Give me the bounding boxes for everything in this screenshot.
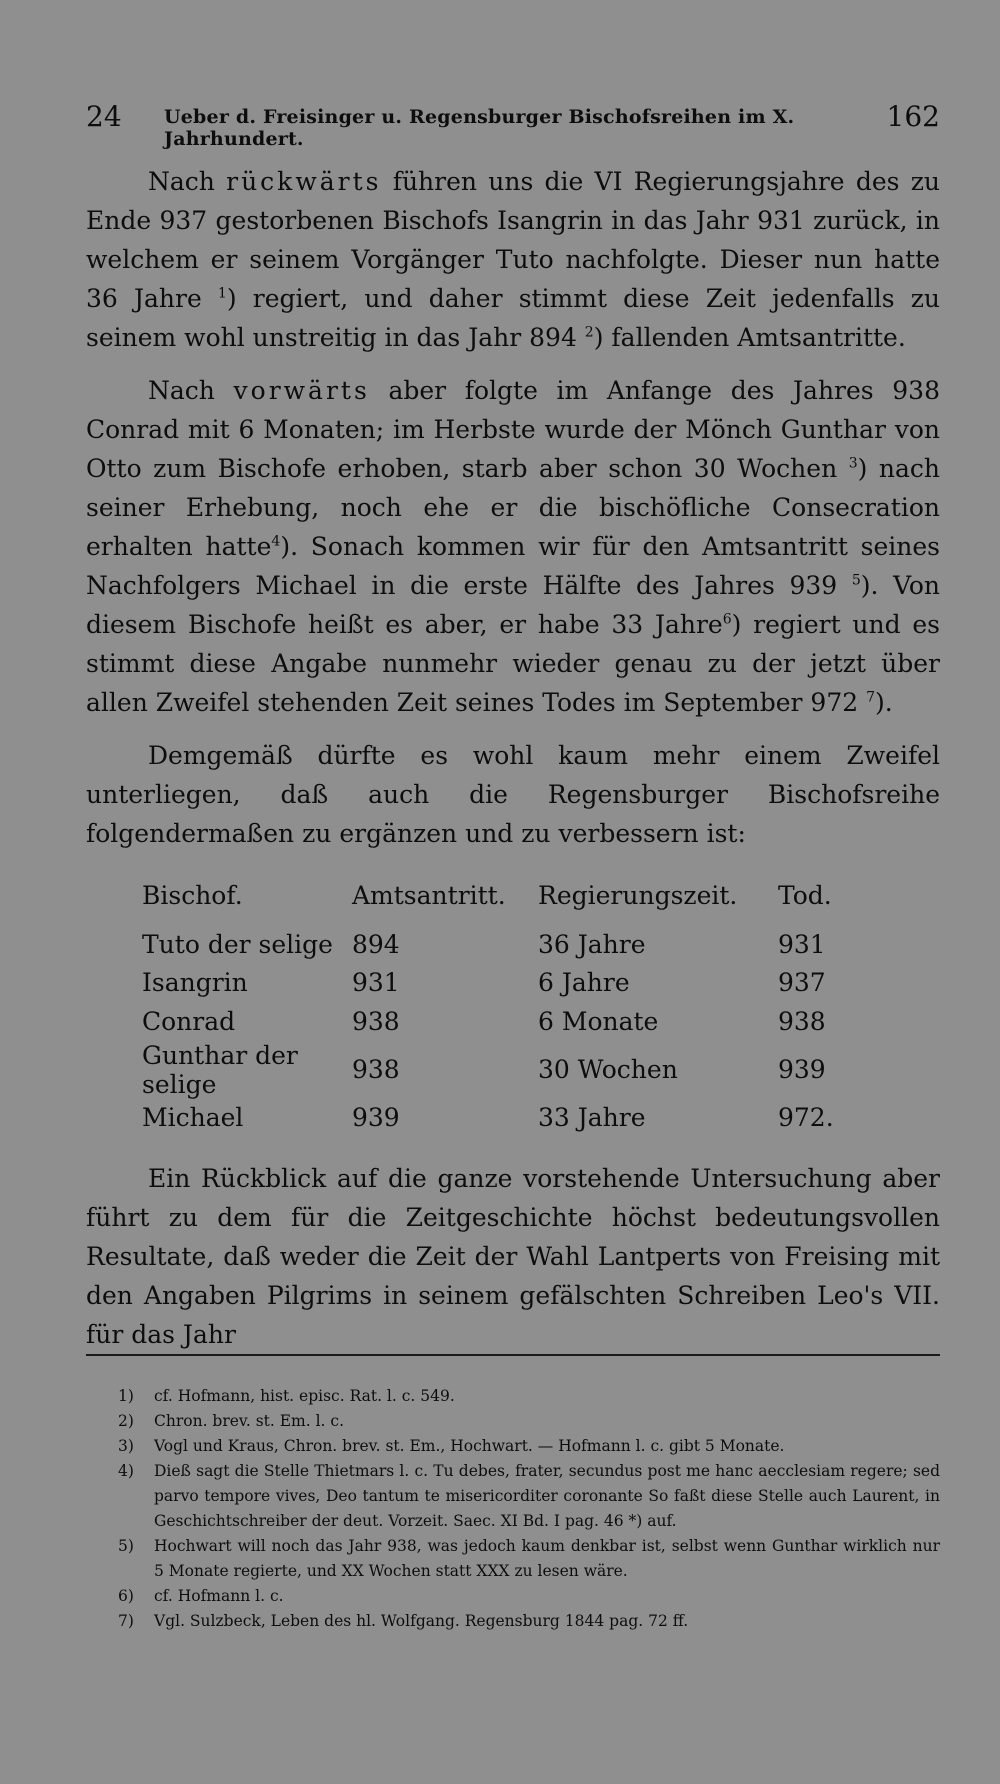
- cell-start: 938: [352, 1006, 400, 1036]
- footnote-text: Dieß sagt die Stelle Thietmars l. c. Tu debes, frater, secundus post me hanc aecclesiam regere; sed parvo tempore vives, Deo tantum te misericorditer coronante So faßt diese Stelle auch Laurent, in Geschichtschreiber der deut. Vorzeit. Saec. XI Bd. I pag. 46 *) auf.: [154, 1462, 940, 1530]
- page-number-right: 162: [886, 100, 940, 133]
- text-run: ) fallenden Amtsantritte.: [593, 323, 906, 352]
- text-run: ) regiert, und daher stimmt diese Zeit jedenfalls zu seinem wohl unstreitig in das Jahr 894: [86, 284, 940, 352]
- footnote-number: 7): [118, 1612, 134, 1630]
- table-row: [142, 925, 898, 964]
- footnote-text: Chron. brev. st. Em. l. c.: [154, 1412, 345, 1430]
- footnote-ref: 2: [584, 324, 594, 341]
- emphasis-text: vorwärts: [233, 376, 370, 405]
- footnote-text: cf. Hofmann l. c.: [154, 1587, 284, 1605]
- table-row: [142, 1002, 898, 1041]
- cell-duration: 36 Jahre: [538, 929, 646, 959]
- footnote-7: [118, 1609, 940, 1634]
- cell-death: 937: [778, 968, 826, 998]
- text-run: Nach: [148, 376, 234, 405]
- footnote-text: Hochwart will noch das Jahr 938, was jedoch kaum denkbar ist, selbst wenn Gunthar wirklich nur 5 Monate regierte, und XX Wochen statt XXX zu lesen wäre.: [154, 1537, 940, 1580]
- text-run: ). Von diesem Bischofe heißt es aber, er habe 33 Jahre: [86, 571, 940, 639]
- bishop-table: [142, 873, 898, 1137]
- cell-death: 931: [778, 929, 826, 959]
- cell-duration: 30 Wochen: [538, 1055, 678, 1084]
- paragraph-1: [86, 162, 940, 357]
- footnote-number: 6): [118, 1587, 134, 1605]
- paragraph-4: Ein Rückblick auf die ganze vorstehende Untersuchung aber führt zu dem für die Zeitgeschichte höchst bedeutungsvollen Resultate, daß weder die Zeit der Wahl Lantperts von Freising mit den Angaben Pilgrims in seinem gefälschten Schreiben Leo's VII. für das Jahr: [86, 1164, 940, 1349]
- text-run: führen uns die VI Regierungsjahre des zu Ende 937 gestorbenen Bischofs Isangrin in das Jahr 931 zurück, in welchem er seinem Vorgänger Tuto nachfolgte. Dieser nun hatte 36 Jahre: [86, 167, 940, 313]
- footnote-ref: 1: [217, 285, 227, 302]
- footnote-4: [118, 1459, 940, 1534]
- footnote-divider: [86, 1354, 940, 1356]
- footnote-1: [118, 1384, 940, 1409]
- cell-death: 972.: [778, 1103, 834, 1133]
- cell-death: 939: [778, 1055, 826, 1084]
- footnote-6: [118, 1584, 940, 1609]
- col-header-start: Amtsantritt.: [352, 880, 506, 910]
- footnote-ref: 4: [271, 533, 281, 550]
- text-run: ) nach seiner Erhebung, noch ehe er die bischöfliche Consecration erhalten hatte: [86, 454, 940, 561]
- footnote-ref: 3: [848, 455, 858, 472]
- running-header: [86, 100, 940, 150]
- footnote-ref: 7: [866, 689, 876, 706]
- cell-start: 931: [352, 968, 400, 998]
- page-number-left: 24: [86, 100, 122, 133]
- text-run: aber folgte im Anfange des Jahres 938 Conrad mit 6 Monaten; im Herbste wurde der Mönch Gunthar von Otto zum Bischofe erhoben, starb aber schon 30 Wochen: [86, 376, 940, 483]
- footnote-text: cf. Hofmann, hist. episc. Rat. l. c. 549.: [154, 1387, 455, 1405]
- footnote-number: 5): [118, 1537, 134, 1555]
- text-run: ).: [875, 688, 893, 717]
- footnotes: [118, 1384, 940, 1634]
- running-title: Ueber d. Freisinger u. Regensburger Bischofsreihen im X. Jahrhundert.: [164, 106, 795, 150]
- cell-bishop: Michael: [142, 1103, 244, 1133]
- table-header-row: [142, 873, 898, 925]
- footnote-ref: 6: [722, 611, 732, 628]
- cell-bishop: Conrad: [142, 1006, 236, 1036]
- text-run: ) regiert und es stimmt diese Angabe nunmehr wieder genau zu der jetzt über allen Zweifel stehenden Zeit seines Todes im September 972: [86, 610, 940, 717]
- footnote-number: 3): [118, 1437, 134, 1455]
- cell-start: 894: [352, 929, 400, 959]
- paragraph-3: Demgemäß dürfte es wohl kaum mehr einem Zweifel unterliegen, daß auch die Regensburger Bischofsreihe folgendermaßen zu ergänzen und zu verbessern ist:: [86, 741, 940, 848]
- footnote-number: 2): [118, 1412, 134, 1430]
- footnote-number: 1): [118, 1387, 134, 1405]
- cell-duration: 6 Jahre: [538, 968, 630, 998]
- table-row: [142, 964, 898, 1003]
- cell-start: 938: [352, 1055, 400, 1084]
- cell-start: 939: [352, 1103, 400, 1133]
- main-text: [86, 162, 940, 1368]
- cell-death: 938: [778, 1006, 826, 1036]
- cell-bishop: Isangrin: [142, 968, 248, 998]
- footnote-3: [118, 1434, 940, 1459]
- text-run: Nach: [148, 167, 227, 196]
- col-header-death: Tod.: [778, 880, 832, 910]
- footnote-5: [118, 1534, 940, 1584]
- cell-duration: 6 Monate: [538, 1006, 659, 1036]
- cell-bishop: Tuto der selige: [142, 929, 333, 959]
- table-row: [142, 1099, 898, 1138]
- text-run: ). Sonach kommen wir für den Amtsantritt seines Nachfolgers Michael in die erste Hälfte des Jahres 939: [86, 532, 941, 600]
- col-header-bishop: Bischof.: [142, 880, 243, 910]
- footnote-text: Vogl und Kraus, Chron. brev. st. Em., Hochwart. — Hofmann l. c. gibt 5 Monate.: [154, 1437, 785, 1455]
- table-row: [142, 1041, 898, 1099]
- cell-bishop: Gunthar der selige: [142, 1040, 298, 1099]
- footnote-2: [118, 1409, 940, 1434]
- cell-duration: 33 Jahre: [538, 1103, 646, 1133]
- footnote-number: 4): [118, 1462, 134, 1480]
- paragraph-2: [86, 371, 940, 722]
- footnote-text: Vgl. Sulzbeck, Leben des hl. Wolfgang. Regensburg 1844 pag. 72 ff.: [154, 1612, 689, 1630]
- footnote-ref: 5: [851, 572, 861, 589]
- col-header-duration: Regierungszeit.: [538, 880, 738, 910]
- emphasis-text: rückwärts: [226, 167, 382, 196]
